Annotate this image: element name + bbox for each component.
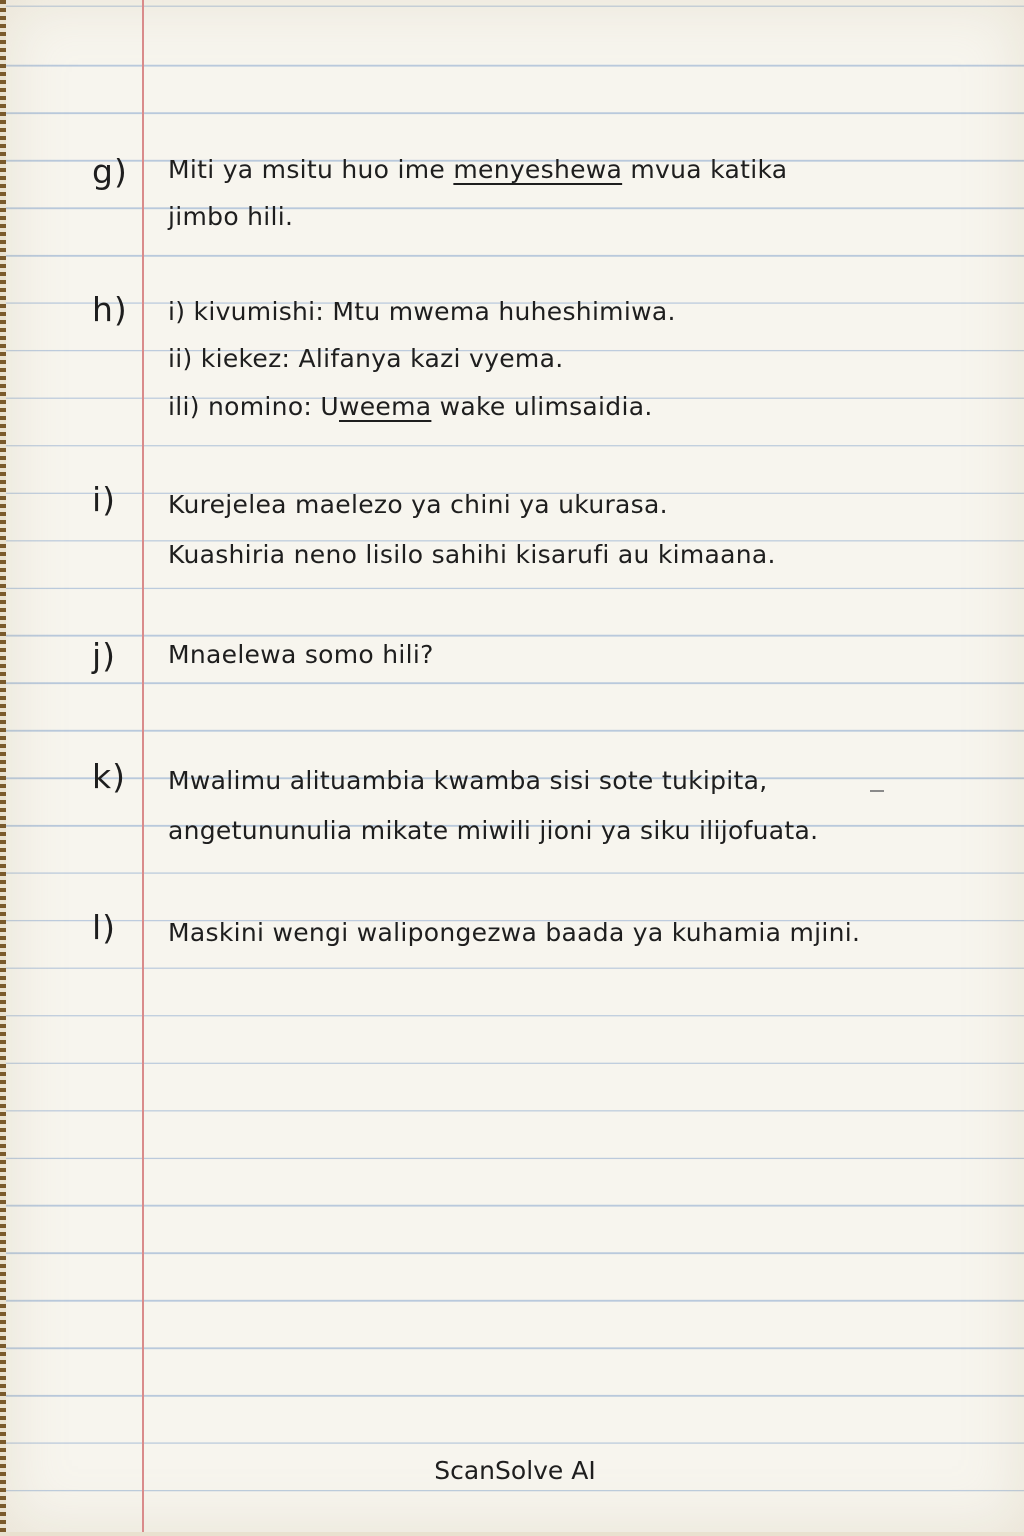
item-i-line-1: Kurejelea maelezo ya chini ya ukurasa. <box>168 490 668 519</box>
item-h-sub-2: ii) kiekez: Alifanya kazi vyema. <box>168 344 564 373</box>
stray-pen-mark <box>870 790 884 792</box>
item-h-sub-3 <box>168 392 653 421</box>
item-g-text-after: mvua katika <box>622 155 788 184</box>
item-g-underlined-word: menyeshewa <box>453 155 623 184</box>
item-g-text-before: Miti ya msitu huo ime <box>168 155 454 184</box>
item-h-sub-3-after: wake ulimsaidia. <box>431 392 653 421</box>
item-marker-h: h) <box>92 290 128 329</box>
item-h-sub-1: i) kivumishi: Mtu mwema huheshimiwa. <box>168 297 676 326</box>
item-marker-g: g) <box>92 152 128 191</box>
item-marker-l: l) <box>92 908 117 947</box>
item-k-line-1: Mwalimu alituambia kwamba sisi sote tukipita, <box>168 766 768 795</box>
red-margin-line <box>142 0 144 1532</box>
footer-watermark: ScanSolve AI <box>434 1456 596 1485</box>
item-g-line-1 <box>168 155 787 184</box>
item-marker-j: j) <box>92 636 117 675</box>
item-g-line-2: jimbo hili. <box>168 202 294 231</box>
item-l-line-1: Maskini wengi walipongezwa baada ya kuhamia mjini. <box>168 918 861 947</box>
item-marker-i: i) <box>92 480 117 519</box>
item-h-sub-3-underlined: weema <box>339 392 432 421</box>
item-marker-k: k) <box>92 757 126 796</box>
item-j-line-1: Mnaelewa somo hili? <box>168 640 434 669</box>
item-h-sub-3-before: ili) nomino: U <box>168 392 339 421</box>
item-k-line-2: angetununulia mikate miwili jioni ya siku ilijofuata. <box>168 816 819 845</box>
item-i-line-2: Kuashiria neno lisilo sahihi kisarufi au kimaana. <box>168 540 776 569</box>
lined-notebook-page <box>6 0 1024 1532</box>
